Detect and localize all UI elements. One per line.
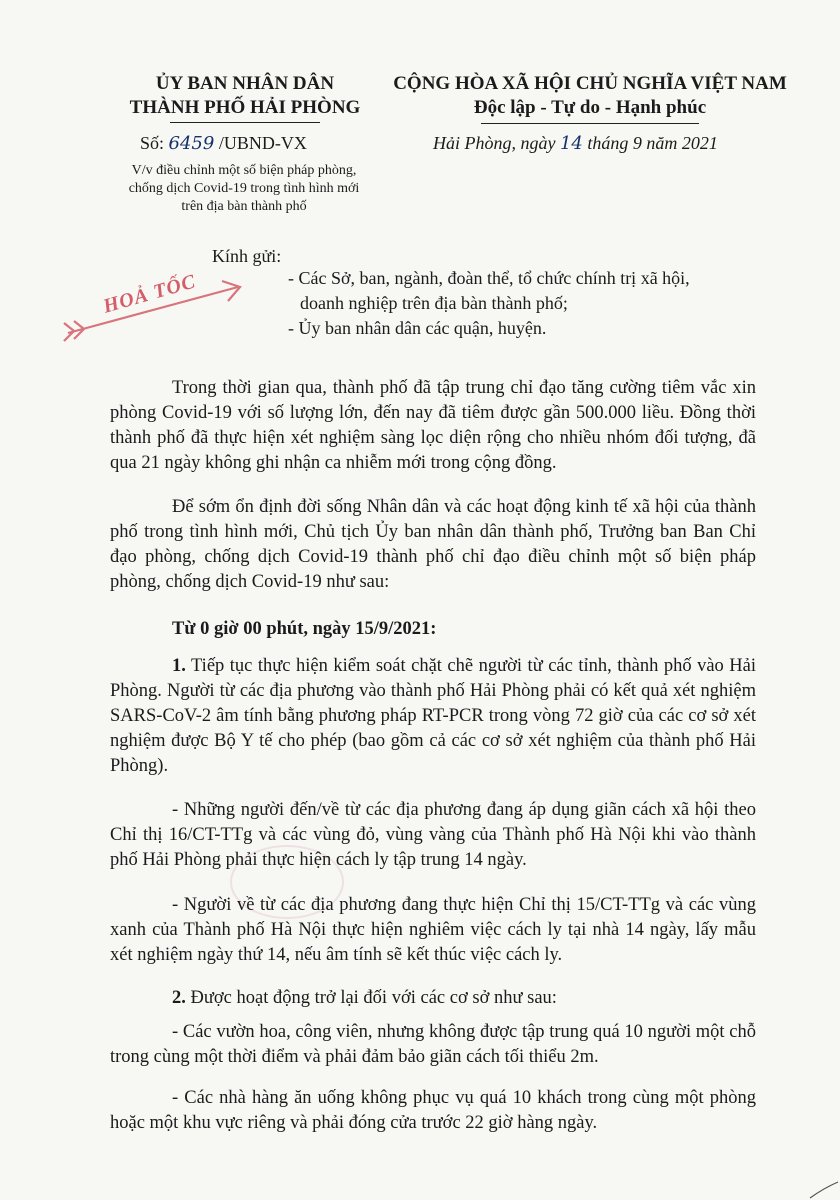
- national-motto: [385, 72, 795, 124]
- date-prefix: Hải Phòng, ngày: [433, 133, 560, 153]
- item-1-bullet-1: - Những người đến/về từ các địa phương đang áp dụng giãn cách xã hội theo Chỉ thị 16/CT-TTg và các vùng đỏ, vùng vàng của Thành phố Hà Nội khi vào thành phố Hải Phòng phải thực hiện cách ly tập trung 14 ngày.: [110, 800, 756, 870]
- document-date: [433, 133, 718, 154]
- motto-underline: [481, 123, 699, 124]
- date-suffix: tháng 9 năm 2021: [582, 133, 718, 153]
- doc-number-suffix: /UBND-VX: [214, 133, 307, 153]
- effective-time-heading: Từ 0 giờ 00 phút, ngày 15/9/2021:: [172, 619, 437, 639]
- recipient-item: doanh nghiệp trên địa bàn thành phố;: [300, 293, 568, 313]
- motto: Độc lập - Tự do - Hạnh phúc: [473, 97, 707, 118]
- republic-title: CỘNG HÒA XÃ HỘI CHỦ NGHĨA VIỆT NAM: [393, 73, 787, 94]
- greeting: Kính gửi:: [212, 246, 282, 266]
- subject: [108, 162, 380, 216]
- page-corner-mark: [800, 1180, 840, 1200]
- item-1-text: Tiếp tục thực hiện kiểm soát chặt chẽ người từ các tỉnh, thành phố vào Hải Phòng. Người từ các địa phương vào thành phố Hải Phòng phải có kết quả xét nghiệm SARS-CoV-2 âm tính bằng phương pháp RT-PCR trong vòng 72 giờ của các cơ sở xét nghiệm được Bộ Y tế cho phép (bao gồm cả các cơ sở xét nghiệm của thành phố Hải Phòng).: [110, 656, 756, 776]
- item-1-number: 1.: [172, 656, 186, 676]
- subject-line-1: V/v điều chỉnh một số biện pháp phòng,: [131, 163, 357, 178]
- urgent-stamp-text: HOẢ TỐC: [100, 270, 199, 318]
- agency-underline: [170, 122, 320, 123]
- agency-line-2: THÀNH PHỐ HẢI PHÒNG: [129, 97, 361, 118]
- item-1-bullet-2: - Người về từ các địa phương đang thực hiện Chỉ thị 15/CT-TTg và các vùng xanh của Thành phố Hà Nội thực hiện nghiêm việc cách ly tại nhà 14 ngày, lấy mẫu xét nghiệm ngày thứ 14, nếu âm tính sẽ kết thúc việc cách ly.: [110, 895, 756, 965]
- item-2-bullet-1: - Các vườn hoa, công viên, nhưng không được tập trung quá 10 người một chỗ trong cùng một thời điểm và phải đảm bảo giãn cách tối thiểu 2m.: [110, 1022, 756, 1067]
- recipient-item: - Ủy ban nhân dân các quận, huyện.: [288, 318, 547, 338]
- agency-line-1: ỦY BAN NHÂN DÂN: [155, 73, 335, 94]
- item-2-bullet-2: - Các nhà hàng ăn uống không phục vụ quá 10 khách trong cùng một phòng hoặc một khu vực riêng và phải đóng cửa trước 22 giờ hàng ngày.: [110, 1088, 756, 1133]
- item-2-text: Được hoạt động trở lại đối với các cơ sở như sau:: [185, 988, 557, 1008]
- recipient-item: - Các Sở, ban, ngành, đoàn thể, tổ chức chính trị xã hội,: [288, 268, 690, 288]
- subject-line-2: chống dịch Covid-19 trong tình hình mới: [128, 181, 360, 196]
- item-2-number: 2.: [172, 988, 186, 1008]
- document-number: [140, 133, 307, 154]
- doc-number-handwritten: 6459: [168, 133, 215, 154]
- paragraph-context: Trong thời gian qua, thành phố đã tập trung chỉ đạo tăng cường tiêm vắc xin phòng Covid-19 với số lượng lớn, đến nay đã tiêm được gần 500.000 liều. Đồng thời thành phố đã thực hiện xét nghiệm sàng lọc diện rộng cho nhiều nhóm đối tượng, đã qua 21 ngày không ghi nhận ca nhiễm mới trong cộng đồng.: [110, 378, 756, 473]
- issuing-agency: [120, 72, 370, 123]
- item-1-paragraph: [110, 654, 756, 779]
- recipient-list: [288, 266, 690, 341]
- doc-number-prefix: Số:: [140, 133, 169, 153]
- item-2-paragraph: [172, 986, 762, 1011]
- subject-line-3: trên địa bàn thành phố: [181, 199, 307, 214]
- date-day-handwritten: 14: [559, 133, 583, 154]
- paragraph-directive: Để sớm ổn định đời sống Nhân dân và các hoạt động kinh tế xã hội của thành phố trong tình hình mới, Chủ tịch Ủy ban nhân dân thành phố, Trưởng ban Ban Chỉ đạo phòng, chống dịch Covid-19 thành phố chỉ đạo điều chỉnh một số biện pháp phòng, chống dịch Covid-19 như sau:: [110, 497, 756, 592]
